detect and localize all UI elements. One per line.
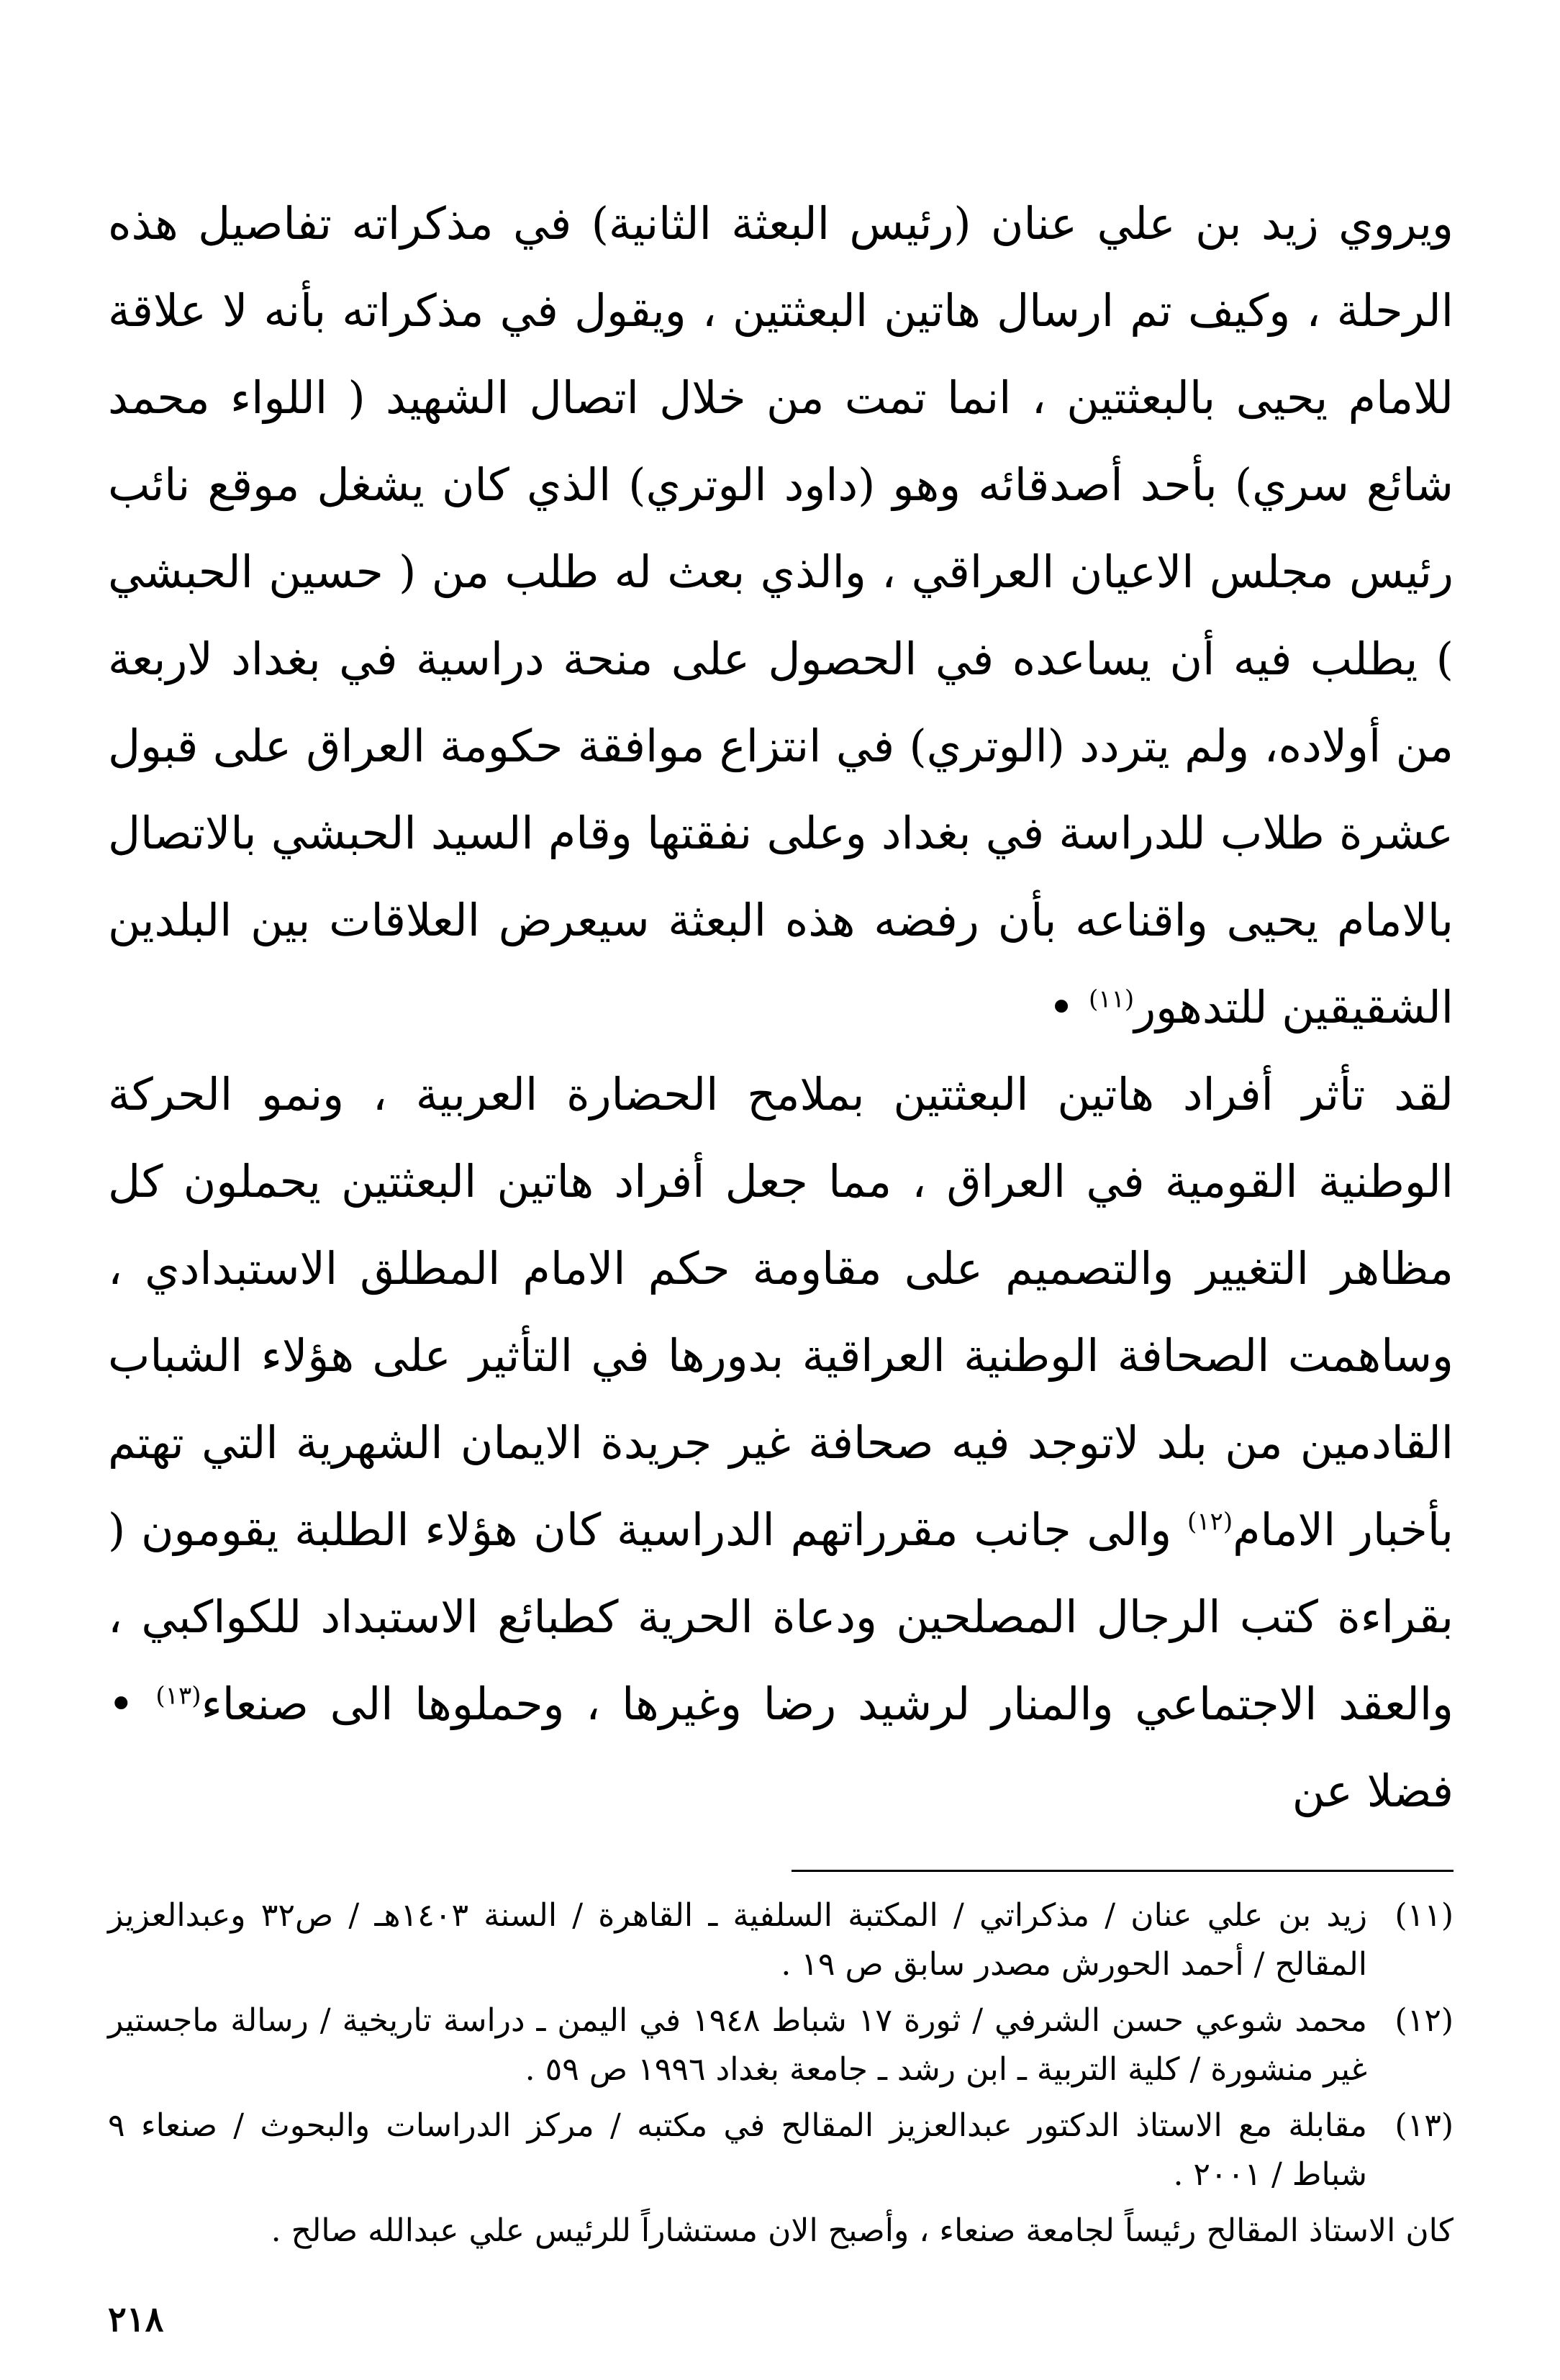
paragraph-2 bbox=[108, 1051, 1454, 1834]
paragraph-2-tail: فضلا عن bbox=[1292, 1765, 1454, 1817]
body-text bbox=[108, 180, 1454, 1834]
footnote-divider bbox=[792, 1870, 1454, 1872]
footnote-12 bbox=[108, 1996, 1454, 2094]
end-dot-2: • bbox=[108, 1678, 135, 1730]
footnote-number: (١٣) bbox=[1395, 2107, 1454, 2144]
paragraph-2-text: لقد تأثر أفراد هاتين البعثتين بملامح الحضارة العربية ، ونمو الحركة الوطنية القومية في العراق ، مما جعل أفراد هاتين البعثتين يحملون كل مظاهر التغيير والتصميم على مقاومة حكم الامام المطلق الاستبدادي ، وساهمت الصحافة الوطنية العراقية بدورها في التأثير على هؤلاء الشباب القادمين من بلد لاتوجد فيه صحافة غير جريدة الايمان الشهرية التي تهتم بأخبار الامام bbox=[108, 1068, 1454, 1556]
footnote-number: (١٢) bbox=[1395, 2002, 1454, 2039]
footnote-ref-13: (١٣) bbox=[155, 1681, 201, 1711]
paragraph-2-cont: والى جانب مقرراتهم الدراسية كان هؤلاء الطلبة يقومون ( بقراءة كتب الرجال المصلحين ودعاة الحرية كطبائع الاستبداد للكواكبي ، والعقد الاجتماعي والمنار لرشيد رضا وغيرها ، وحملوها الى صنعاء bbox=[108, 1503, 1454, 1730]
footnote-text: مقابلة مع الاستاذ الدكتور عبدالعزيز المقالح في مكتبه / مركز الدراسات والبحوث / صنعاء ٩ شباط / ٢٠٠١ . bbox=[108, 2107, 1367, 2193]
footnote-text: زيد بن علي عنان / مذكراتي / المكتبة السلفية ـ القاهرة / السنة ١٤٠٣هـ / ص٣٢ وعبدالعزيز المقالح / أحمد الحورش مصدر سابق ص ١٩ . bbox=[108, 1897, 1367, 1983]
footnote-ref-11: (١١) bbox=[1088, 985, 1135, 1014]
footnote-ref-12: (١٢) bbox=[1187, 1507, 1233, 1537]
footnote-text: محمد شوعي حسن الشرفي / ثورة ١٧ شباط ١٩٤٨ في اليمن ـ دراسة تاريخية / رسالة ماجستير غير منشورة / كلية التربية ـ ابن رشد ـ جامعة بغداد ١٩٩٦ ص ٥٩ . bbox=[108, 2002, 1367, 2088]
end-dot: • bbox=[1048, 981, 1075, 1033]
footnote-13-note: كان الاستاذ المقالح رئيساً لجامعة صنعاء ، وأصبح الان مستشاراً للرئيس علي عبدالله صالح . bbox=[271, 2212, 1454, 2249]
page-content bbox=[108, 180, 1454, 2249]
footnote-11 bbox=[108, 1891, 1454, 1989]
paragraph-1-text: ويروي زيد بن علي عنان (رئيس البعثة الثانية) في مذكراته تفاصيل هذه الرحلة ، وكيف تم ارسال هاتين البعثتين ، ويقول في مذكراته بأنه لا علاقة للامام يحيى بالبعثتين ، انما تمت من خلال اتصال الشهيد ( اللواء محمد شائع سري) بأحد أصدقائه وهو (داود الوتري) الذي كان يشغل موقع نائب رئيس مجلس الاعيان العراقي ، والذي بعث له طلب من ( حسين الحبشي ) يطلب فيه أن يساعده في الحصول على منحة دراسية في بغداد لاربعة من أولاده، ولم يتردد (الوتري) في انتزاع موافقة حكومة العراق على قبول عشرة طلاب للدراسة في بغداد وعلى نفقتها وقام السيد الحبشي بالاتصال بالامام يحيى واقناعه بأن رفضه هذه البعثة سيعرض العلاقات بين البلدين الشقيقين للتدهور bbox=[108, 197, 1454, 1033]
footnote-13 bbox=[108, 2101, 1454, 2199]
footnotes bbox=[108, 1891, 1454, 2255]
paragraph-1 bbox=[108, 180, 1454, 1051]
page-number: ٢١٨ bbox=[108, 2299, 164, 2340]
footnote-number: (١١) bbox=[1395, 1897, 1454, 1934]
